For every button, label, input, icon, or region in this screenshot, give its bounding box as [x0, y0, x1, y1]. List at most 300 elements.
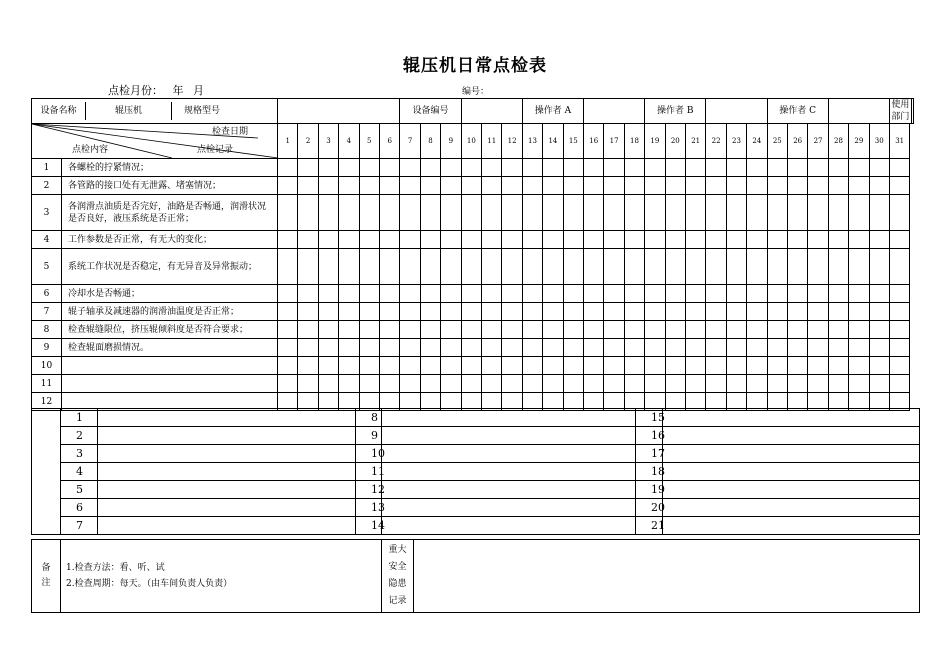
check-cell[interactable]: [400, 375, 420, 393]
check-cell[interactable]: [278, 375, 298, 393]
check-cell[interactable]: [522, 303, 542, 321]
check-cell[interactable]: [685, 285, 705, 303]
check-cell[interactable]: [298, 177, 318, 195]
check-cell[interactable]: [828, 321, 848, 339]
check-cell[interactable]: [828, 303, 848, 321]
check-cell[interactable]: [849, 231, 869, 249]
check-cell[interactable]: [359, 375, 379, 393]
operator-c-field[interactable]: [828, 99, 889, 124]
check-cell[interactable]: [359, 249, 379, 285]
check-cell[interactable]: [318, 231, 338, 249]
check-cell[interactable]: [441, 177, 461, 195]
check-cell[interactable]: [869, 159, 889, 177]
check-cell[interactable]: [461, 375, 481, 393]
check-cell[interactable]: [420, 177, 440, 195]
check-cell[interactable]: [318, 321, 338, 339]
check-cell[interactable]: [359, 357, 379, 375]
issue-field[interactable]: [382, 517, 636, 535]
check-cell[interactable]: [482, 195, 502, 231]
issue-field[interactable]: [98, 463, 356, 481]
check-cell[interactable]: [604, 339, 624, 357]
check-cell[interactable]: [726, 357, 746, 375]
check-cell[interactable]: [828, 285, 848, 303]
check-cell[interactable]: [604, 303, 624, 321]
check-cell[interactable]: [441, 375, 461, 393]
check-cell[interactable]: [624, 339, 644, 357]
check-cell[interactable]: [665, 357, 685, 375]
check-cell[interactable]: [808, 357, 828, 375]
check-cell[interactable]: [379, 285, 399, 303]
check-cell[interactable]: [441, 339, 461, 357]
check-cell[interactable]: [339, 321, 359, 339]
check-cell[interactable]: [665, 321, 685, 339]
check-cell[interactable]: [502, 249, 522, 285]
check-cell[interactable]: [563, 321, 583, 339]
check-cell[interactable]: [645, 195, 665, 231]
check-cell[interactable]: [828, 375, 848, 393]
check-cell[interactable]: [604, 321, 624, 339]
check-cell[interactable]: [278, 195, 298, 231]
check-cell[interactable]: [726, 303, 746, 321]
check-cell[interactable]: [889, 321, 909, 339]
check-cell[interactable]: [278, 285, 298, 303]
check-cell[interactable]: [502, 231, 522, 249]
check-cell[interactable]: [339, 375, 359, 393]
check-cell[interactable]: [379, 249, 399, 285]
check-cell[interactable]: [849, 159, 869, 177]
check-cell[interactable]: [624, 177, 644, 195]
check-cell[interactable]: [604, 249, 624, 285]
check-cell[interactable]: [645, 177, 665, 195]
check-cell[interactable]: [849, 375, 869, 393]
check-cell[interactable]: [278, 159, 298, 177]
check-cell[interactable]: [461, 303, 481, 321]
check-cell[interactable]: [889, 231, 909, 249]
check-cell[interactable]: [706, 357, 726, 375]
check-cell[interactable]: [685, 159, 705, 177]
check-cell[interactable]: [543, 339, 563, 357]
check-cell[interactable]: [665, 285, 685, 303]
check-cell[interactable]: [482, 285, 502, 303]
check-cell[interactable]: [359, 321, 379, 339]
check-cell[interactable]: [889, 357, 909, 375]
check-cell[interactable]: [645, 249, 665, 285]
check-cell[interactable]: [482, 177, 502, 195]
check-cell[interactable]: [339, 285, 359, 303]
check-cell[interactable]: [808, 177, 828, 195]
check-cell[interactable]: [461, 231, 481, 249]
check-cell[interactable]: [522, 357, 542, 375]
check-cell[interactable]: [278, 249, 298, 285]
check-cell[interactable]: [849, 285, 869, 303]
check-cell[interactable]: [441, 285, 461, 303]
check-cell[interactable]: [767, 159, 787, 177]
check-cell[interactable]: [869, 177, 889, 195]
check-cell[interactable]: [747, 249, 767, 285]
check-cell[interactable]: [767, 321, 787, 339]
check-cell[interactable]: [604, 285, 624, 303]
check-cell[interactable]: [522, 285, 542, 303]
check-cell[interactable]: [869, 195, 889, 231]
check-cell[interactable]: [665, 177, 685, 195]
issue-field[interactable]: [98, 517, 356, 535]
check-cell[interactable]: [645, 231, 665, 249]
check-cell[interactable]: [747, 303, 767, 321]
check-cell[interactable]: [420, 195, 440, 231]
check-cell[interactable]: [298, 321, 318, 339]
check-cell[interactable]: [685, 195, 705, 231]
operator-a-field[interactable]: [584, 99, 645, 124]
check-cell[interactable]: [339, 159, 359, 177]
check-cell[interactable]: [359, 159, 379, 177]
issue-field[interactable]: [382, 499, 636, 517]
check-cell[interactable]: [278, 339, 298, 357]
issue-field[interactable]: [382, 445, 636, 463]
check-cell[interactable]: [889, 375, 909, 393]
check-cell[interactable]: [624, 159, 644, 177]
check-cell[interactable]: [747, 375, 767, 393]
check-cell[interactable]: [645, 303, 665, 321]
check-cell[interactable]: [889, 303, 909, 321]
check-cell[interactable]: [604, 177, 624, 195]
check-cell[interactable]: [747, 357, 767, 375]
check-cell[interactable]: [318, 285, 338, 303]
issue-field[interactable]: [663, 517, 920, 535]
check-cell[interactable]: [502, 285, 522, 303]
check-cell[interactable]: [543, 303, 563, 321]
check-cell[interactable]: [706, 231, 726, 249]
check-cell[interactable]: [400, 339, 420, 357]
check-cell[interactable]: [522, 375, 542, 393]
check-cell[interactable]: [461, 177, 481, 195]
check-cell[interactable]: [726, 249, 746, 285]
check-cell[interactable]: [379, 357, 399, 375]
check-cell[interactable]: [563, 249, 583, 285]
check-cell[interactable]: [726, 231, 746, 249]
check-cell[interactable]: [889, 339, 909, 357]
check-cell[interactable]: [889, 195, 909, 231]
check-cell[interactable]: [441, 249, 461, 285]
check-cell[interactable]: [502, 177, 522, 195]
check-cell[interactable]: [298, 285, 318, 303]
check-cell[interactable]: [441, 357, 461, 375]
check-cell[interactable]: [339, 249, 359, 285]
check-cell[interactable]: [420, 159, 440, 177]
check-cell[interactable]: [808, 303, 828, 321]
check-cell[interactable]: [441, 159, 461, 177]
check-cell[interactable]: [889, 159, 909, 177]
check-cell[interactable]: [624, 375, 644, 393]
check-cell[interactable]: [645, 375, 665, 393]
check-cell[interactable]: [522, 231, 542, 249]
check-cell[interactable]: [849, 177, 869, 195]
check-cell[interactable]: [869, 357, 889, 375]
issue-field[interactable]: [98, 445, 356, 463]
check-cell[interactable]: [400, 321, 420, 339]
check-cell[interactable]: [828, 357, 848, 375]
check-cell[interactable]: [461, 339, 481, 357]
check-cell[interactable]: [869, 231, 889, 249]
check-cell[interactable]: [808, 231, 828, 249]
check-cell[interactable]: [298, 357, 318, 375]
check-cell[interactable]: [685, 249, 705, 285]
check-cell[interactable]: [379, 321, 399, 339]
check-cell[interactable]: [461, 285, 481, 303]
check-cell[interactable]: [787, 195, 807, 231]
check-cell[interactable]: [726, 177, 746, 195]
check-cell[interactable]: [318, 303, 338, 321]
check-cell[interactable]: [726, 285, 746, 303]
check-cell[interactable]: [543, 159, 563, 177]
check-cell[interactable]: [706, 177, 726, 195]
issue-field[interactable]: [382, 463, 636, 481]
check-cell[interactable]: [767, 249, 787, 285]
check-cell[interactable]: [767, 375, 787, 393]
check-cell[interactable]: [787, 303, 807, 321]
check-cell[interactable]: [339, 195, 359, 231]
check-cell[interactable]: [685, 339, 705, 357]
check-cell[interactable]: [685, 177, 705, 195]
check-cell[interactable]: [339, 231, 359, 249]
check-cell[interactable]: [420, 285, 440, 303]
check-cell[interactable]: [869, 339, 889, 357]
check-cell[interactable]: [787, 357, 807, 375]
check-cell[interactable]: [604, 195, 624, 231]
check-cell[interactable]: [563, 195, 583, 231]
check-cell[interactable]: [665, 375, 685, 393]
check-cell[interactable]: [584, 321, 604, 339]
check-cell[interactable]: [645, 357, 665, 375]
check-cell[interactable]: [400, 231, 420, 249]
check-cell[interactable]: [400, 249, 420, 285]
check-cell[interactable]: [604, 159, 624, 177]
issue-field[interactable]: [663, 463, 920, 481]
check-cell[interactable]: [482, 249, 502, 285]
check-cell[interactable]: [522, 249, 542, 285]
check-cell[interactable]: [604, 231, 624, 249]
check-cell[interactable]: [379, 159, 399, 177]
check-cell[interactable]: [359, 231, 379, 249]
check-cell[interactable]: [420, 231, 440, 249]
check-cell[interactable]: [604, 375, 624, 393]
check-cell[interactable]: [808, 375, 828, 393]
check-cell[interactable]: [379, 231, 399, 249]
check-cell[interactable]: [420, 375, 440, 393]
check-cell[interactable]: [543, 249, 563, 285]
issue-field[interactable]: [663, 445, 920, 463]
check-cell[interactable]: [522, 159, 542, 177]
issue-field[interactable]: [663, 499, 920, 517]
check-cell[interactable]: [278, 303, 298, 321]
check-cell[interactable]: [522, 195, 542, 231]
check-cell[interactable]: [482, 303, 502, 321]
check-cell[interactable]: [849, 357, 869, 375]
check-cell[interactable]: [543, 375, 563, 393]
check-cell[interactable]: [665, 195, 685, 231]
check-cell[interactable]: [502, 339, 522, 357]
check-cell[interactable]: [726, 339, 746, 357]
check-cell[interactable]: [543, 195, 563, 231]
check-cell[interactable]: [787, 159, 807, 177]
check-cell[interactable]: [563, 177, 583, 195]
check-cell[interactable]: [767, 339, 787, 357]
check-cell[interactable]: [379, 339, 399, 357]
check-cell[interactable]: [441, 195, 461, 231]
check-cell[interactable]: [808, 321, 828, 339]
check-cell[interactable]: [706, 321, 726, 339]
check-cell[interactable]: [624, 357, 644, 375]
check-cell[interactable]: [298, 303, 318, 321]
check-cell[interactable]: [278, 357, 298, 375]
issue-field[interactable]: [98, 427, 356, 445]
check-cell[interactable]: [522, 321, 542, 339]
check-cell[interactable]: [787, 321, 807, 339]
check-cell[interactable]: [400, 159, 420, 177]
check-cell[interactable]: [685, 321, 705, 339]
check-cell[interactable]: [482, 339, 502, 357]
check-cell[interactable]: [563, 375, 583, 393]
check-cell[interactable]: [461, 195, 481, 231]
check-cell[interactable]: [379, 177, 399, 195]
check-cell[interactable]: [645, 159, 665, 177]
check-cell[interactable]: [584, 231, 604, 249]
check-cell[interactable]: [726, 321, 746, 339]
check-cell[interactable]: [787, 177, 807, 195]
check-cell[interactable]: [584, 303, 604, 321]
check-cell[interactable]: [482, 159, 502, 177]
check-cell[interactable]: [685, 231, 705, 249]
check-cell[interactable]: [379, 375, 399, 393]
check-cell[interactable]: [379, 303, 399, 321]
check-cell[interactable]: [665, 339, 685, 357]
check-cell[interactable]: [726, 195, 746, 231]
issue-field[interactable]: [382, 481, 636, 499]
check-cell[interactable]: [787, 249, 807, 285]
check-cell[interactable]: [767, 195, 787, 231]
check-cell[interactable]: [420, 357, 440, 375]
check-cell[interactable]: [665, 249, 685, 285]
check-cell[interactable]: [359, 177, 379, 195]
check-cell[interactable]: [849, 195, 869, 231]
check-cell[interactable]: [461, 357, 481, 375]
check-cell[interactable]: [298, 249, 318, 285]
check-cell[interactable]: [298, 339, 318, 357]
check-cell[interactable]: [706, 285, 726, 303]
check-cell[interactable]: [665, 231, 685, 249]
check-cell[interactable]: [584, 285, 604, 303]
check-cell[interactable]: [584, 375, 604, 393]
check-cell[interactable]: [747, 231, 767, 249]
check-cell[interactable]: [584, 195, 604, 231]
check-cell[interactable]: [298, 375, 318, 393]
check-cell[interactable]: [482, 357, 502, 375]
check-cell[interactable]: [400, 195, 420, 231]
check-cell[interactable]: [747, 321, 767, 339]
issue-field[interactable]: [98, 481, 356, 499]
check-cell[interactable]: [787, 375, 807, 393]
check-cell[interactable]: [543, 231, 563, 249]
check-cell[interactable]: [563, 285, 583, 303]
check-cell[interactable]: [624, 195, 644, 231]
issue-field[interactable]: [663, 427, 920, 445]
check-cell[interactable]: [461, 321, 481, 339]
check-cell[interactable]: [318, 249, 338, 285]
check-cell[interactable]: [563, 231, 583, 249]
check-cell[interactable]: [706, 339, 726, 357]
check-cell[interactable]: [849, 339, 869, 357]
check-cell[interactable]: [502, 195, 522, 231]
check-cell[interactable]: [482, 375, 502, 393]
check-cell[interactable]: [889, 177, 909, 195]
check-cell[interactable]: [869, 249, 889, 285]
check-cell[interactable]: [502, 357, 522, 375]
check-cell[interactable]: [543, 177, 563, 195]
check-cell[interactable]: [747, 285, 767, 303]
check-cell[interactable]: [584, 339, 604, 357]
check-cell[interactable]: [400, 303, 420, 321]
check-cell[interactable]: [318, 195, 338, 231]
check-cell[interactable]: [869, 375, 889, 393]
check-cell[interactable]: [318, 339, 338, 357]
check-cell[interactable]: [563, 357, 583, 375]
check-cell[interactable]: [318, 159, 338, 177]
check-cell[interactable]: [665, 159, 685, 177]
check-cell[interactable]: [502, 375, 522, 393]
check-cell[interactable]: [685, 357, 705, 375]
check-cell[interactable]: [645, 321, 665, 339]
check-cell[interactable]: [808, 159, 828, 177]
check-cell[interactable]: [359, 339, 379, 357]
check-cell[interactable]: [482, 231, 502, 249]
check-cell[interactable]: [441, 303, 461, 321]
check-cell[interactable]: [359, 303, 379, 321]
check-cell[interactable]: [849, 249, 869, 285]
department-field[interactable]: [911, 99, 913, 124]
check-cell[interactable]: [563, 303, 583, 321]
check-cell[interactable]: [278, 231, 298, 249]
check-cell[interactable]: [685, 375, 705, 393]
check-cell[interactable]: [624, 285, 644, 303]
check-cell[interactable]: [461, 249, 481, 285]
check-cell[interactable]: [420, 321, 440, 339]
check-cell[interactable]: [685, 303, 705, 321]
check-cell[interactable]: [849, 303, 869, 321]
check-cell[interactable]: [400, 357, 420, 375]
issue-field[interactable]: [98, 409, 356, 427]
check-cell[interactable]: [298, 231, 318, 249]
check-cell[interactable]: [747, 195, 767, 231]
check-cell[interactable]: [767, 303, 787, 321]
check-cell[interactable]: [828, 177, 848, 195]
check-cell[interactable]: [828, 339, 848, 357]
check-cell[interactable]: [706, 159, 726, 177]
check-cell[interactable]: [502, 303, 522, 321]
issue-field[interactable]: [382, 427, 636, 445]
check-cell[interactable]: [726, 159, 746, 177]
check-cell[interactable]: [849, 321, 869, 339]
check-cell[interactable]: [584, 177, 604, 195]
check-cell[interactable]: [808, 249, 828, 285]
check-cell[interactable]: [604, 357, 624, 375]
check-cell[interactable]: [747, 177, 767, 195]
check-cell[interactable]: [828, 195, 848, 231]
check-cell[interactable]: [889, 249, 909, 285]
check-cell[interactable]: [461, 159, 481, 177]
check-cell[interactable]: [339, 339, 359, 357]
check-cell[interactable]: [563, 159, 583, 177]
check-cell[interactable]: [726, 375, 746, 393]
check-cell[interactable]: [482, 321, 502, 339]
